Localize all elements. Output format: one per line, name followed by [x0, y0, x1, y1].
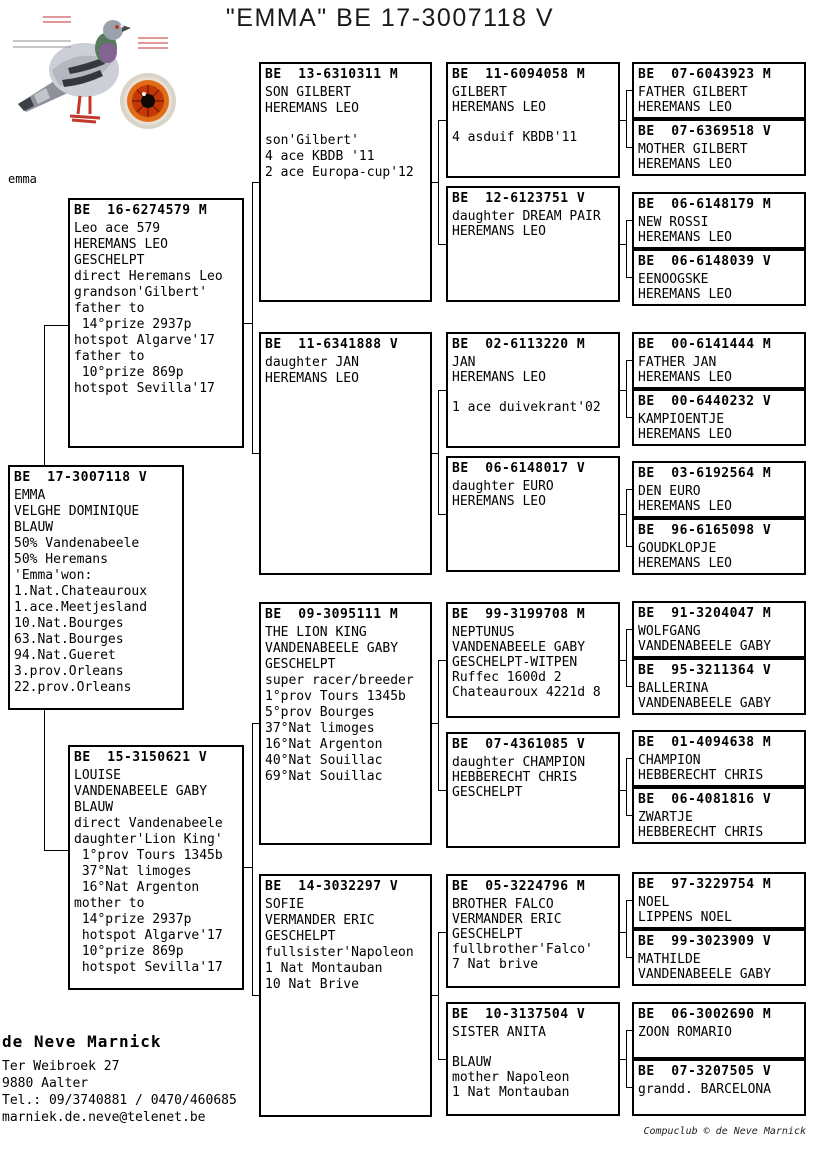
pedigree-text-line: HEREMANS LEO [638, 427, 732, 442]
connector-line [438, 390, 439, 514]
pedigree-box-99-3023909 [632, 929, 806, 986]
pedigree-text-line [448, 115, 618, 130]
pedigree-text-line: daughter JAN [265, 355, 359, 370]
pedigree-text-line: HEREMANS LEO [74, 237, 168, 252]
pedigree-box-15-3150621 [68, 745, 244, 990]
pedigree-text-line: DEN EURO [638, 484, 701, 499]
connector-line [252, 182, 253, 453]
pedigree-text-line: hotspot Algarve'17 [74, 333, 215, 348]
pedigree-text-line: ZOON ROMARIO [638, 1025, 732, 1040]
pedigree-box-06-3002690 [632, 1002, 806, 1059]
pedigree-text-line: HEREMANS LEO [638, 230, 732, 245]
pedigree-box-09-3095111 [259, 602, 432, 845]
connector-line [438, 932, 439, 1059]
pedigree-text-line: hotspot Algarve'17 [74, 928, 223, 943]
pedigree-text-line: FATHER GILBERT [638, 85, 748, 100]
pedigree-text-line: HEREMANS LEO [638, 370, 732, 385]
pedigree-text-line: NOEL [638, 895, 670, 910]
connector-line [626, 629, 627, 686]
pedigree-text-line: daughter DREAM PAIR [452, 209, 601, 224]
pedigree-text-line: 7 Nat brive [452, 957, 539, 972]
pigeon-illustration [18, 20, 131, 122]
pedigree-text-line: HEBBERECHT CHRIS [638, 825, 764, 840]
pedigree-text-line: 1°prov Tours 1345b [265, 689, 406, 704]
pedigree-text-line: 50% Vandenabeele [14, 536, 140, 551]
pedigree-box-06-4081816 [632, 787, 806, 844]
pedigree-text-line: HEREMANS LEO [452, 370, 546, 385]
pedigree-text-line: HEREMANS LEO [638, 499, 732, 514]
pedigree-text-line: grandson'Gilbert' [74, 285, 208, 300]
pedigree-text-line: NEW ROSSI [638, 215, 709, 230]
connector-line [244, 323, 252, 324]
ring-number: BE 06-6148179 M [638, 197, 772, 212]
connector-line [438, 790, 446, 791]
pedigree-text-line: HEREMANS LEO [265, 101, 359, 116]
connector-line [244, 867, 252, 868]
connector-line [626, 90, 627, 147]
pedigree-text-line: 16°Nat Argenton [74, 880, 200, 895]
ring-number: BE 17-3007118 V [14, 470, 148, 485]
connector-line [626, 360, 627, 417]
connector-line [626, 220, 632, 221]
pedigree-box-10-3137504 [446, 1002, 620, 1116]
ring-number: BE 03-6192564 M [638, 466, 772, 481]
pedigree-box-06-6148179 [632, 192, 806, 249]
connector-line [438, 514, 446, 515]
ring-number: BE 06-6148017 V [452, 461, 586, 476]
pedigree-text-line: hotspot Sevilla'17 [74, 381, 215, 396]
connector-line [626, 417, 632, 418]
breeder-name: de Neve Marnick [2, 1032, 162, 1051]
pedigree-text-line: GESCHELPT [74, 253, 145, 268]
pedigree-text-line: daughter'Lion King' [74, 832, 223, 847]
ring-number: BE 06-3002690 M [638, 1007, 772, 1022]
pedigree-text-line: Ruffec 1600d 2 [452, 670, 562, 685]
pedigree-text-line: 10°prize 869p [74, 365, 184, 380]
pedigree-text-line: Chateauroux 4221d 8 [452, 685, 601, 700]
pedigree-text-line: 69°Nat Souillac [265, 769, 383, 784]
connector-line [252, 453, 259, 454]
pedigree-text-line: ZWARTJE [638, 810, 693, 825]
breeder-address-city: 9880 Aalter [2, 1076, 89, 1091]
connector-line [626, 147, 632, 148]
pedigree-text-line: daughter CHAMPION [452, 755, 586, 770]
pedigree-text-line: 1 Nat Montauban [452, 1085, 570, 1100]
pedigree-text-line: 'Emma'won: [14, 568, 93, 583]
ring-number: BE 07-6369518 V [638, 124, 772, 139]
pedigree-text-line: grandd. BARCELONA [638, 1082, 772, 1097]
pedigree-text-line: 40°Nat Souillac [265, 753, 383, 768]
pedigree-box-16-6274579 [68, 198, 244, 448]
pedigree-text-line: HEREMANS LEO [452, 100, 546, 115]
ring-number: BE 06-4081816 V [638, 792, 772, 807]
pedigree-text-line: hotspot Sevilla'17 [74, 960, 223, 975]
pedigree-text-line: VANDENABEELE GABY [265, 641, 399, 656]
pedigree-text-line: 14°prize 2937p [74, 317, 192, 332]
pedigree-text-line: NEPTUNUS [452, 625, 515, 640]
ring-number: BE 02-6113220 M [452, 337, 586, 352]
ring-number: BE 09-3095111 M [265, 607, 399, 622]
connector-line [626, 546, 632, 547]
pedigree-text-line: VANDENABEELE GABY [74, 784, 208, 799]
pedigree-text-line: VANDENABEELE GABY [638, 967, 772, 982]
connector-line [252, 723, 259, 724]
pedigree-text-line: BLAUW [452, 1055, 492, 1070]
pigeon-eye-photo [120, 73, 176, 129]
ring-number: BE 12-6123751 V [452, 191, 586, 206]
connector-line [626, 277, 632, 278]
pedigree-text-line: SON GILBERT [265, 85, 352, 100]
pedigree-text-line: 63.Nat.Bourges [14, 632, 124, 647]
ring-number: BE 91-3204047 M [638, 606, 772, 621]
pedigree-text-line: 1.Nat.Chateauroux [14, 584, 148, 599]
pedigree-text-line: 10 Nat Brive [265, 977, 359, 992]
pedigree-text-line: EMMA [14, 488, 46, 503]
pedigree-box-14-3032297 [259, 874, 432, 1117]
page-title: "EMMA" BE 17-3007118 V [225, 4, 555, 32]
connector-line [252, 995, 259, 996]
connector-line [626, 360, 632, 361]
breeder-address-street: Ter Weibroek 27 [2, 1059, 120, 1074]
pedigree-box-subject-17-3007118 [8, 465, 184, 710]
pedigree-text-line: KAMPIOENTJE [638, 412, 725, 427]
connector-line [44, 850, 68, 851]
connector-line [252, 182, 259, 183]
pedigree-text-line: 22.prov.Orleans [14, 680, 132, 695]
pedigree-text-line: mother Napoleon [452, 1070, 570, 1085]
pedigree-text-line [448, 1040, 618, 1055]
pedigree-text-line: WOLFGANG [638, 624, 701, 639]
pedigree-text-line: LIPPENS NOEL [638, 910, 732, 925]
pedigree-text-line: 1 ace duivekrant'02 [452, 400, 601, 415]
pedigree-text-line: direct Vandenabeele [74, 816, 223, 831]
ring-number: BE 10-3137504 V [452, 1007, 586, 1022]
pedigree-text-line: VERMANDER ERIC [265, 913, 375, 928]
pedigree-text-line: JAN [452, 355, 476, 370]
pedigree-box-06-6148039 [632, 249, 806, 306]
pedigree-text-line: fullbrother'Falco' [452, 942, 593, 957]
pedigree-text-line: VANDENABEELE GABY [452, 640, 586, 655]
ring-number: BE 99-3199708 M [452, 607, 586, 622]
pedigree-text-line: HEREMANS LEO [452, 224, 546, 239]
pigeon-photo [10, 8, 180, 134]
pedigree-text-line [261, 117, 430, 133]
pedigree-text-line: HEBBERECHT CHRIS [452, 770, 578, 785]
breeder-email: marniek.de.neve@telenet.be [2, 1110, 206, 1125]
ring-number: BE 16-6274579 M [74, 203, 208, 218]
connector-line [626, 758, 627, 815]
pedigree-text-line: SOFIE [265, 897, 305, 912]
ring-number: BE 07-4361085 V [452, 737, 586, 752]
connector-line [626, 489, 627, 546]
pedigree-text-line: BALLERINA [638, 681, 709, 696]
pedigree-text-line: 50% Heremans [14, 552, 108, 567]
pedigree-text-line: 3.prov.Orleans [14, 664, 124, 679]
pedigree-text-line [448, 385, 618, 400]
ring-number: BE 01-4094638 M [638, 735, 772, 750]
pedigree-text-line: GESCHELPT [452, 785, 523, 800]
pedigree-text-line: GOUDKLOPJE [638, 541, 717, 556]
connector-line [626, 90, 632, 91]
ring-number: BE 07-3207505 V [638, 1064, 772, 1079]
connector-line [626, 686, 632, 687]
compuclub-credit: Compuclub © de Neve Marnick [643, 1126, 806, 1137]
pedigree-box-00-6141444 [632, 332, 806, 389]
pedigree-text-line: daughter EURO [452, 479, 554, 494]
pedigree-text-line: 10°prize 869p [74, 944, 184, 959]
pedigree-text-line: GESCHELPT-WITPEN [452, 655, 578, 670]
connector-line [438, 244, 446, 245]
pedigree-text-line: 10.Nat.Bourges [14, 616, 124, 631]
pedigree-box-97-3229754 [632, 872, 806, 929]
ring-number: BE 99-3023909 V [638, 934, 772, 949]
pedigree-box-13-6310311 [259, 62, 432, 302]
pedigree-text-line: HEREMANS LEO [265, 371, 359, 386]
pedigree-text-line: 37°Nat limoges [265, 721, 375, 736]
pedigree-text-line: VELGHE DOMINIQUE [14, 504, 140, 519]
pedigree-text-line: 4 asduif KBDB'11 [452, 130, 578, 145]
pedigree-box-99-3199708 [446, 602, 620, 718]
connector-line [626, 815, 632, 816]
pedigree-box-07-4361085 [446, 732, 620, 848]
pedigree-text-line: HEREMANS LEO [638, 157, 732, 172]
pedigree-text-line: super racer/breeder [265, 673, 414, 688]
pedigree-text-line: HEREMANS LEO [452, 494, 546, 509]
pedigree-text-line: THE LION KING [265, 625, 367, 640]
pedigree-text-line: 2 ace Europa-cup'12 [265, 165, 414, 180]
pedigree-text-line: son'Gilbert' [265, 133, 359, 148]
pedigree-text-line: 1.ace.Meetjesland [14, 600, 148, 615]
connector-line [626, 900, 632, 901]
connector-line [44, 710, 45, 850]
watermark-text-illegible [43, 16, 71, 26]
ring-number: BE 97-3229754 M [638, 877, 772, 892]
pedigree-text-line: VANDENABEELE GABY [638, 696, 772, 711]
pedigree-box-96-6165098 [632, 518, 806, 575]
pedigree-text-line: CHAMPION [638, 753, 701, 768]
pedigree-box-02-6113220 [446, 332, 620, 448]
pedigree-text-line: father to [74, 301, 145, 316]
pedigree-text-line: 1 Nat Montauban [265, 961, 383, 976]
pedigree-text-line: mother to [74, 896, 145, 911]
connector-line [44, 325, 68, 326]
connector-line [252, 723, 253, 995]
ring-number: BE 15-3150621 V [74, 750, 208, 765]
pedigree-box-01-4094638 [632, 730, 806, 787]
pedigree-text-line: GESCHELPT [265, 929, 336, 944]
pedigree-box-03-6192564 [632, 461, 806, 518]
connector-line [626, 758, 632, 759]
pedigree-text-line: father to [74, 349, 145, 364]
ring-number: BE 96-6165098 V [638, 523, 772, 538]
pedigree-box-11-6094058 [446, 62, 620, 178]
photo-caption: emma [8, 172, 37, 186]
pedigree-text-line: LOUISE [74, 768, 121, 783]
pedigree-text-line: 14°prize 2937p [74, 912, 192, 927]
pedigree-text-line: 37°Nat limoges [74, 864, 192, 879]
pedigree-text-line: 16°Nat Argenton [265, 737, 383, 752]
connector-line [438, 120, 439, 244]
pedigree-box-00-6440232 [632, 389, 806, 446]
connector-line [626, 220, 627, 277]
ring-number: BE 95-3211364 V [638, 663, 772, 678]
ring-number: BE 00-6141444 M [638, 337, 772, 352]
pedigree-text-line: GESCHELPT [452, 927, 523, 942]
watermark-text-illegible [13, 40, 71, 52]
pedigree-box-07-3207505 [632, 1059, 806, 1116]
pedigree-text-line: MOTHER GILBERT [638, 142, 748, 157]
pedigree-box-06-6148017 [446, 456, 620, 572]
pedigree-text-line: EENOOGSKE [638, 272, 709, 287]
connector-line [438, 390, 446, 391]
pedigree-text-line: FATHER JAN [638, 355, 717, 370]
ring-number: BE 06-6148039 V [638, 254, 772, 269]
pedigree-text-line: 5°prov Bourges [265, 705, 375, 720]
connector-line [44, 325, 45, 465]
pedigree-text-line: fullsister'Napoleon [265, 945, 414, 960]
pedigree-text-line: SISTER ANITA [452, 1025, 546, 1040]
pedigree-text-line: Leo ace 579 [74, 221, 161, 236]
ring-number: BE 00-6440232 V [638, 394, 772, 409]
connector-line [626, 900, 627, 957]
connector-line [626, 1030, 632, 1031]
pedigree-text-line: VANDENABEELE GABY [638, 639, 772, 654]
connector-line [438, 1059, 446, 1060]
ring-number: BE 05-3224796 M [452, 879, 586, 894]
connector-line [438, 660, 439, 790]
ring-number: BE 14-3032297 V [265, 879, 399, 894]
pedigree-text-line: BLAUW [14, 520, 54, 535]
pedigree-box-07-6369518 [632, 119, 806, 176]
ring-number: BE 11-6341888 V [265, 337, 399, 352]
pedigree-text-line: GESCHELPT [265, 657, 336, 672]
connector-line [438, 932, 446, 933]
pedigree-text-line: BLAUW [74, 800, 114, 815]
connector-line [626, 957, 632, 958]
connector-line [438, 660, 446, 661]
pedigree-text-line: 1°prov Tours 1345b [74, 848, 223, 863]
ring-number: BE 13-6310311 M [265, 67, 399, 82]
connector-line [626, 1087, 632, 1088]
pedigree-text-line: 94.Nat.Gueret [14, 648, 116, 663]
pedigree-text-line: HEREMANS LEO [638, 556, 732, 571]
pedigree-box-95-3211364 [632, 658, 806, 715]
connector-line [438, 120, 446, 121]
pedigree-box-05-3224796 [446, 874, 620, 988]
pedigree-text-line: BROTHER FALCO [452, 897, 554, 912]
pedigree-text-line: 4 ace KBDB '11 [265, 149, 375, 164]
connector-line [626, 629, 632, 630]
pedigree-text-line: VERMANDER ERIC [452, 912, 562, 927]
breeder-phone: Tel.: 09/3740881 / 0470/460685 [2, 1093, 237, 1108]
pedigree-box-91-3204047 [632, 601, 806, 658]
connector-line [626, 1030, 627, 1087]
connector-line [626, 489, 632, 490]
pedigree-text-line: HEBBERECHT CHRIS [638, 768, 764, 783]
pedigree-box-11-6341888 [259, 332, 432, 575]
watermark-text-illegible [138, 37, 168, 51]
pedigree-text-line: GILBERT [452, 85, 507, 100]
pedigree-text-line: HEREMANS LEO [638, 100, 732, 115]
pedigree-box-07-6043923 [632, 62, 806, 119]
pedigree-box-12-6123751 [446, 186, 620, 302]
ring-number: BE 07-6043923 M [638, 67, 772, 82]
pedigree-text-line: direct Heremans Leo [74, 269, 223, 284]
pedigree-text-line: MATHILDE [638, 952, 701, 967]
ring-number: BE 11-6094058 M [452, 67, 586, 82]
pedigree-text-line: HEREMANS LEO [638, 287, 732, 302]
